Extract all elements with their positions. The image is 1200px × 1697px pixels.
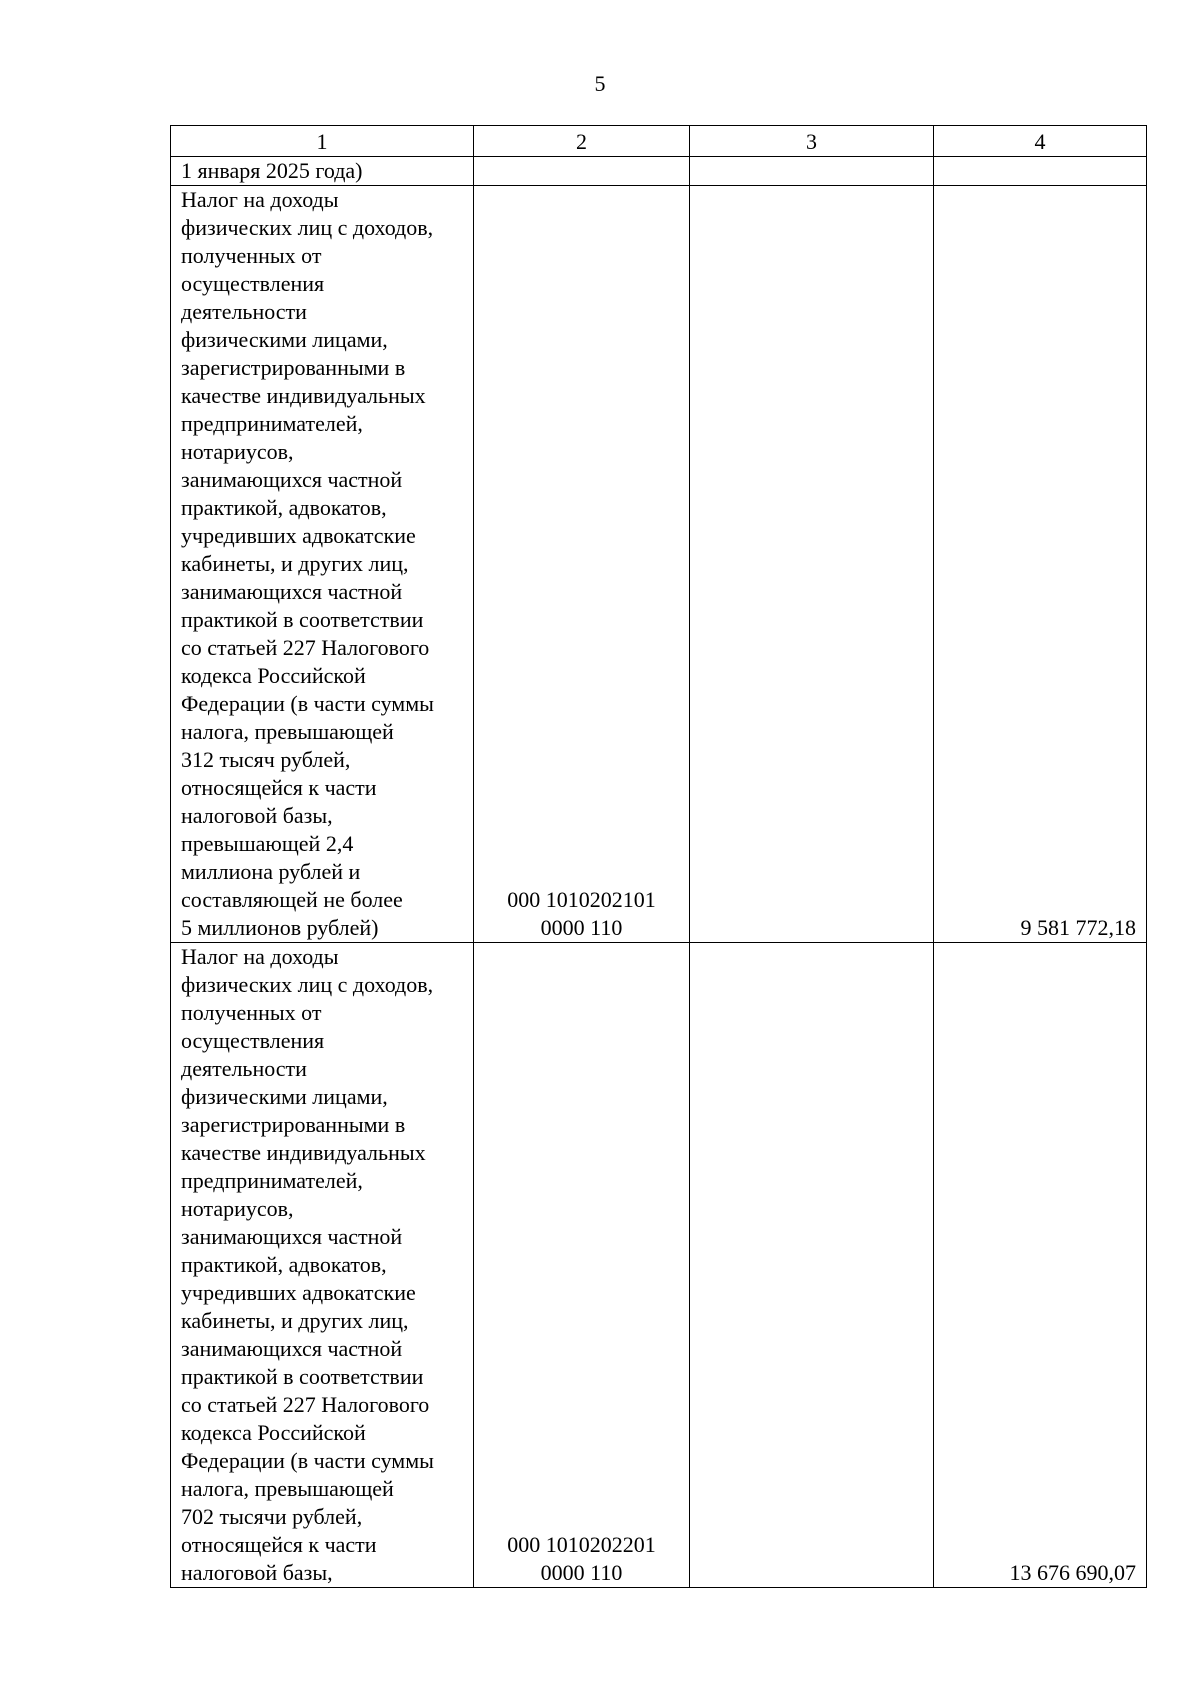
table-row [171,943,1147,1588]
revenue-table [170,125,1147,1588]
continuation-text: 1 января 2025 года) [171,157,474,186]
page-number: 5 [594,71,606,96]
column-header-1: 1 [171,126,474,157]
table-row [171,186,1147,943]
continuation-col4 [934,157,1147,186]
continuation-col2 [474,157,690,186]
column-header-4: 4 [934,126,1147,157]
row-col3 [690,186,934,943]
row-budget-code: 000 1010202201 0000 110 [474,943,690,1588]
row-description: Налог на доходы физических лиц с доходов, полученных от осуществления деятельности физическими лицами, зарегистрированными в качестве индивидуальных предпринимателей, нотариусов, занимающихся частной практикой, адвокатов, учредивших адвокатские кабинеты, и других лиц, занимающихся частной практикой в соответствии со статьей 227 Налогового кодекса Российской Федерации (в части суммы налога, превышающей 702 тысячи рублей, относящейся к части налоговой базы, [171,943,474,1588]
row-col3 [690,943,934,1588]
table-row-continuation [171,157,1147,186]
row-budget-code: 000 1010202101 0000 110 [474,186,690,943]
column-header-3: 3 [690,126,934,157]
row-description: Налог на доходы физических лиц с доходов, полученных от осуществления деятельности физическими лицами, зарегистрированными в качестве индивидуальных предпринимателей, нотариусов, занимающихся частной практикой, адвокатов, учредивших адвокатские кабинеты, и других лиц, занимающихся частной практикой в соответствии со статьей 227 Налогового кодекса Российской Федерации (в части суммы налога, превышающей 312 тысяч рублей, относящейся к части налоговой базы, превышающей 2,4 миллиона рублей и составляющей не более 5 миллионов рублей) [171,186,474,943]
continuation-col3 [690,157,934,186]
row-amount: 9 581 772,18 [934,186,1147,943]
table-header-row [171,126,1147,157]
column-header-2: 2 [474,126,690,157]
row-amount: 13 676 690,07 [934,943,1147,1588]
